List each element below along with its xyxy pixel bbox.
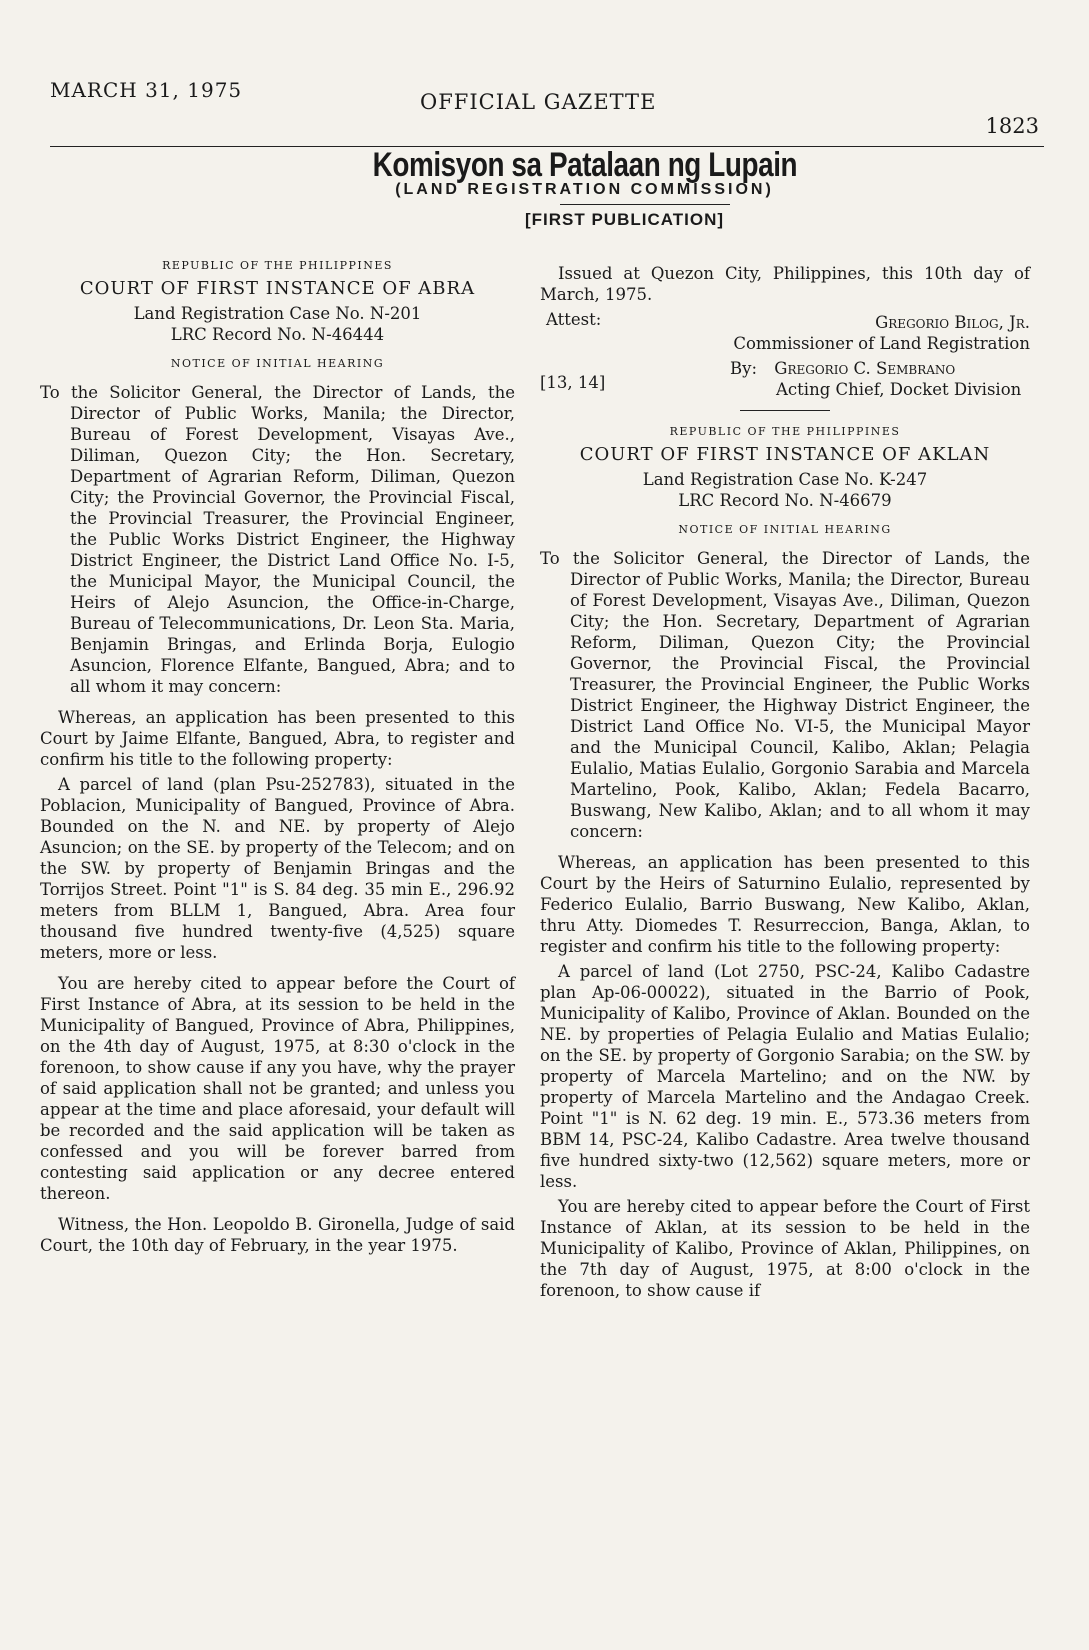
notice2-record-no: LRC Record No. N-46679 bbox=[678, 491, 892, 510]
attest-label: Attest: bbox=[546, 310, 602, 329]
notice1-republic: REPUBLIC OF THE PHILIPPINES bbox=[162, 259, 393, 272]
notice2-heading: NOTICE OF INITIAL HEARING bbox=[678, 523, 892, 536]
notice2-addressees: To the Solicitor General, the Director of Lands, the Director of Public Works, Manila; the Director, Bureau of Forest Development, Visayas Ave., Diliman, Quezon City; the Hon. Secretary, Department of Agrarian Reform, Diliman, Quezon City; the Provincial Governor, the Provincial Fiscal, the Provincial Treasurer, the Provincial Engineer, the Public Works District Engineer, the Highway District Engineer, the District Land Office No. VI-5, the Municipal Mayor and the Municipal Council, Kalibo, Aklan; Pelagia Eulalio, Matias Eulalio, Gorgonio Sarabia and Marcela Martelino, Pook, Kalibo, Aklan; Fedela Bacarro, Buswang, New Kalibo, Aklan; and to all whom it may concern: bbox=[540, 549, 1030, 841]
by-label: By: bbox=[730, 359, 758, 378]
signatory1-name bbox=[540, 312, 1030, 333]
notice1-record-no: LRC Record No. N-46444 bbox=[170, 325, 385, 344]
left-column bbox=[40, 255, 515, 1256]
section-subtitle: (LAND REGISTRATION COMMISSION) bbox=[395, 181, 774, 198]
publication-note: [FIRST PUBLICATION] bbox=[524, 210, 725, 229]
page-header bbox=[0, 78, 1089, 148]
signatory2-name: Gregorio C. Sembrano bbox=[774, 359, 956, 378]
attest-block bbox=[540, 309, 1030, 400]
page-number: 1823 bbox=[985, 114, 1039, 138]
title-rule bbox=[560, 204, 730, 205]
right-column bbox=[540, 255, 1030, 1301]
issuance-ref: [13, 14] bbox=[540, 373, 606, 392]
notice1-cited: You are hereby cited to appear before the Court of First Instance of Abra, at its session to be held in the Municipality of Bangued, Province of Abra, Philippines, on the 4th day of August, 1975, at 8:30 o'clock in the forenoon, to show cause if any you have, why the prayer of said application shall not be granted; and unless you appear at the time and place aforesaid, your default will be recorded and the said application will be taken as confessed and you will be forever barred from contesting said application or any decree entered thereon. bbox=[40, 974, 515, 1203]
issued-statement: Issued at Quezon City, Philippines, this 10th day of March, 1975. bbox=[540, 264, 1030, 304]
notice2-whereas: Whereas, an application has been presented to this Court by the Heirs of Saturnino Eulalio, represented by Federico Eulalio, Barrio Buswang, New Kalibo, Aklan, thru Atty. Diomedes T. Resurreccion, Banga, Aklan, to register and confirm his title to the following property: bbox=[540, 853, 1030, 956]
section-divider bbox=[740, 410, 830, 411]
notice1-case-no: Land Registration Case No. N-201 bbox=[133, 304, 422, 323]
by-row bbox=[540, 358, 1030, 400]
signatory1-title: Commissioner of Land Registration bbox=[733, 334, 1030, 353]
issue-date: MARCH 31, 1975 bbox=[50, 78, 243, 102]
notice1-whereas: Whereas, an application has been presented to this Court by Jaime Elfante, Bangued, Abra, to register and confirm his title to the following property: bbox=[40, 708, 515, 769]
notice1-addressees: To the Solicitor General, the Director of Lands, the Director of Public Works, Manila; the Director, Bureau of Forest Development, Visayas Ave., Diliman, Quezon City; the Hon. Secretary, Department of Agrarian Reform, Diliman, Quezon City; the Provincial Governor, the Provincial Fiscal, the Provincial Treasurer, the Provincial Engineer, the Public Works District Engineer, the Highway District Engineer, the District Land Office No. I-5, the Municipal Mayor, the Municipal Council, the Heirs of Alejo Asuncion, the Office-in-Charge, Bureau of Telecommunications, Dr. Leon Sta. Maria, Benjamin Bringas, and Erlinda Borja, Eulogio Asuncion, Florence Elfante, Bangued, Abra; and to all whom it may concern: bbox=[40, 383, 515, 696]
signatory1-name-text: Gregorio Bilog, Jr. bbox=[875, 313, 1030, 332]
by-block bbox=[730, 358, 1030, 400]
notice1-witness: Witness, the Hon. Leopoldo B. Gironella, Judge of said Court, the 10th day of February, in the year 1975. bbox=[40, 1215, 515, 1255]
publication-name: OFFICIAL GAZETTE bbox=[420, 90, 657, 114]
notice1-heading: NOTICE OF INITIAL HEARING bbox=[170, 357, 385, 370]
section-title-block bbox=[0, 146, 1089, 230]
notice1-court: COURT OF FIRST INSTANCE OF ABRA bbox=[79, 278, 476, 299]
notice2-cited: You are hereby cited to appear before the Court of First Instance of Aklan, at its session to be held in the Municipality of Kalibo, Province of Aklan, Philippines, on the 7th day of August, 1975, at 8:00 o'clock in the forenoon, to show cause if bbox=[540, 1197, 1030, 1300]
notice2-court: COURT OF FIRST INSTANCE OF AKLAN bbox=[579, 444, 991, 465]
notice1-parcel: A parcel of land (plan Psu-252783), situated in the Poblacion, Municipality of Bangued, Province of Abra. Bounded on the N. and NE. by property of Alejo Asuncion; on the SE. by property of the Telecom; and on the SW. by property of Benjamin Bringas and the Torrijos Street. Point "1" is S. 84 deg. 35 min E., 296.92 meters from BLLM 1, Bangued, Abra. Area four thousand five hundred twenty-five (4,525) square meters, more or less. bbox=[40, 775, 515, 962]
signatory2-title: Acting Chief, Docket Division bbox=[776, 380, 1022, 399]
notice2-case-no: Land Registration Case No. K-247 bbox=[642, 470, 928, 489]
section-title: Komisyon sa Patalaan ng Lupain bbox=[372, 146, 797, 184]
notice2-republic: REPUBLIC OF THE PHILIPPINES bbox=[669, 425, 901, 438]
notice2-parcel: A parcel of land (Lot 2750, PSC-24, Kalibo Cadastre plan Ap-06-00022), situated in the Barrio of Pook, Municipality of Kalibo, Province of Aklan. Bounded on the NE. by properties of Pelagia Eulalio and Matias Eulalio; on the SE. by property of Gorgonio Sarabia; on the SW. by property of Marcela Martelino; and on the NW. by property of Marcela Martelino and the Andagao Creek. Point "1" is N. 62 deg. 19 min. E., 573.36 meters from BBM 14, PSC-24, Kalibo Cadastre. Area twelve thousand five hundred sixty-two (12,562) square meters, more or less. bbox=[540, 962, 1030, 1191]
